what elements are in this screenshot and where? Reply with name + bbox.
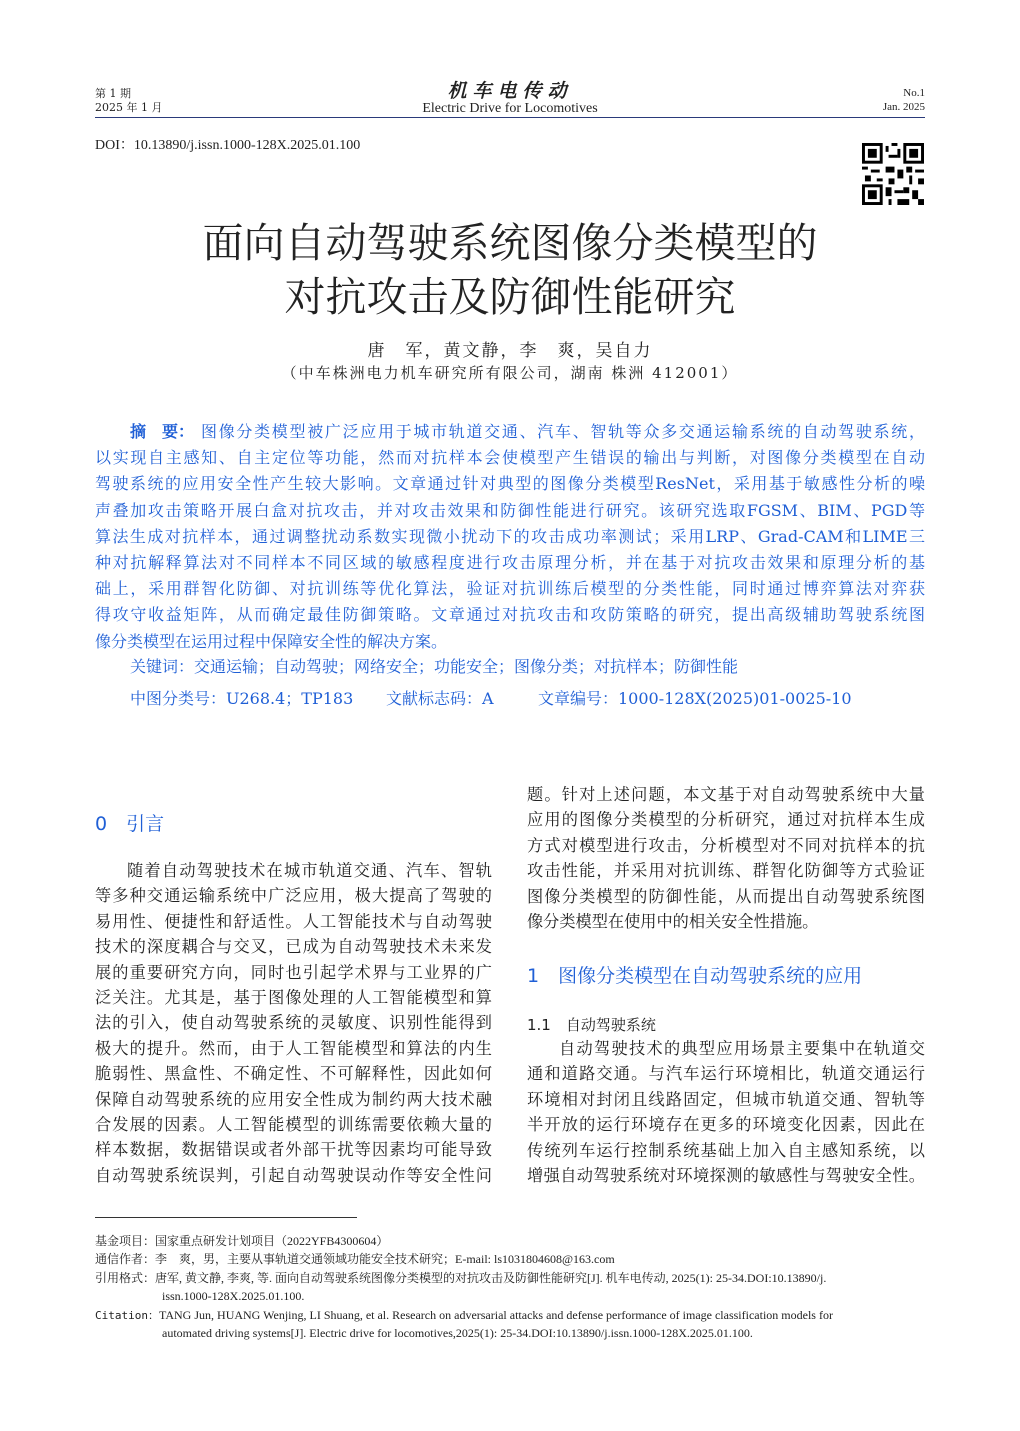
cite-en-label: Citation： [95, 1309, 159, 1322]
text-line: 增强自动驾驶系统对环境探测的敏感性与驾驶安全性。 [527, 1166, 925, 1185]
text-line: 得攻守收益矩阵，从而确定最佳防御策略。文章通过对抗攻击和攻防策略的研究，提出高级辅助驾驶系统图 [95, 605, 925, 625]
text-line: 易用性、便捷性和舒适性。人工智能技术与自动驾驶 [95, 911, 492, 931]
footnote-cite-cn [95, 1271, 826, 1286]
text-line: 自动驾驶系统误判，引起自动驾驶误动作等安全性问 [95, 1165, 492, 1185]
affiliation: （中车株洲电力机车研究所有限公司，湖南 株洲 412001） [281, 364, 739, 382]
text-line: 半开放的运行环境存在更多的环境变化因素，因此在 [527, 1115, 925, 1135]
qr-code-icon [862, 143, 924, 205]
text-line: 图像分类模型的防御性能，从而提出自动驾驶系统图 [527, 886, 925, 906]
text-line: 传统列车运行控制系统基础上加入自主感知系统，以 [527, 1140, 925, 1160]
cite-cn-label: 引用格式： [95, 1271, 156, 1285]
title-line-2: 对抗攻击及防御性能研究 [284, 273, 736, 321]
text-line: 题。针对上述问题，本文基于对自动驾驶系统中大量 [527, 785, 925, 804]
section-heading-1: 1 图像分类模型在自动驾驶系统的应用 [527, 965, 863, 987]
text-line: 种对抗解释算法对不同样本不同区域的敏感程度进行攻击原理分析，并在基于对抗攻击效果和原理分析的基 [95, 553, 925, 572]
fund-text: 国家重点研发计划项目（2022YFB4300604） [155, 1234, 389, 1248]
header-rule [95, 117, 925, 118]
text-line: 应用的图像分类模型的分析研究，通过对抗样本生成 [527, 810, 925, 830]
text-line: 算法生成对抗样本，通过调整扰动系数实现微小扰动下的攻击成功率测试；采用LRP、Grad-CAM和LIME三 [95, 526, 925, 546]
text-line: 像分类模型在使用中的相关安全性措施。 [527, 912, 819, 931]
cite-cn-text: 唐军, 黄文静, 李爽, 等. 面向自动驾驶系统图像分类模型的对抗攻击及防御性能研究[J]. 机车电传动, 2025(1): 25-34.DOI:10.13890/j. [155, 1271, 827, 1285]
text-line: 图像分类模型被广泛应用于城市轨道交通、汽车、智轨等众多交通运输系统的自动驾驶系统， [201, 422, 925, 441]
text-line: 合发展的因素。人工智能模型的训练需要依赖大量的 [95, 1115, 492, 1134]
journal-name-en: Electric Drive for Locomotives [422, 101, 598, 116]
footnote-rule [95, 1217, 357, 1218]
clc-number: 中图分类号：U268.4；TP183 [130, 689, 354, 708]
footnote-cite-cn-cont: issn.1000-128X.2025.01.100. [162, 1289, 305, 1303]
text-line: 像分类模型在运用过程中保障安全性的解决方案。 [95, 631, 448, 651]
abstract-label: 摘 要： [130, 422, 195, 441]
text-line: 等多种交通运输系统中广泛应用，极大提高了驾驶的 [95, 886, 492, 906]
text-line: 样本数据，数据错误或者外部干扰等因素均可能导致 [95, 1140, 492, 1160]
text-line: 脆弱性、黑盒性、不确定性、不可解释性，因此如何 [95, 1064, 492, 1084]
journal-logo: 机车电传动 [447, 80, 573, 102]
authors: 唐 军，黄文静，李 爽，吴自力 [367, 341, 653, 361]
footnote-fund [95, 1234, 388, 1249]
text-line: 极大的提升。然而，由于人工智能模型和算法的内生 [95, 1038, 492, 1058]
doi: DOI：10.13890/j.issn.1000-128X.2025.01.100 [95, 138, 361, 153]
article-number: 文章编号：1000-128X(2025)01-0025-10 [538, 689, 852, 708]
corr-label: 通信作者： [95, 1252, 156, 1266]
text-line: 础上，采用群智化防御、对抗训练等优化算法，验证对抗训练后模型的分类性能，同时通过博弈算法对弈获 [95, 579, 925, 599]
text-line: 声叠加攻击策略开展白盒对抗攻击，并对攻击效果和防御性能进行研究。该研究选取FGSM、BIM、PGD等 [95, 500, 925, 520]
text-line: 攻击性能，并采用对抗训练、群智化防御等方式验证 [527, 861, 925, 881]
text-line: 技术的深度耦合与交叉，已成为自动驾驶技术未来发 [95, 937, 492, 957]
text-line: 驾驶系统的应用安全性产生较大影响。文章通过针对典型的图像分类模型ResNet，采用基于敏感性分析的噪 [95, 474, 925, 494]
fund-label: 基金项目： [95, 1234, 156, 1248]
footnote-cite-en-cont: automated driving systems[J]. Electric drive for locomotives,2025(1): 25-34.DOI:10.13890/j.issn.1000-128X.2025.01.100. [162, 1326, 753, 1340]
issue-number-en: No.1 [903, 87, 925, 99]
footnote-cite-en [95, 1308, 833, 1323]
text-line: 以实现自主感知、自主定位等功能，然而对抗样本会使模型产生错误的输出与判断，对图像分类模型在自动 [95, 448, 925, 468]
text-line: 自动驾驶技术的典型应用场景主要集中在轨道交 [559, 1039, 925, 1058]
text-line: 法的引入，使自动驾驶系统的灵敏度、识别性能得到 [95, 1013, 492, 1033]
text-line: 保障自动驾驶系统的应用安全性成为制约两大技术融 [95, 1089, 492, 1109]
cite-en-text: TANG Jun, HUANG Wenjing, LI Shuang, et al. Research on adversarial attacks and defense performance of image classification models for [158, 1308, 833, 1322]
text-line: 环境相对封闭且线路固定，但城市轨道交通、智轨等 [527, 1089, 925, 1109]
issue-date-en: Jan. 2025 [882, 101, 925, 113]
text-line: 泛关注。尤其是，基于图像处理的人工智能模型和算 [95, 988, 492, 1007]
keywords: 关键词：交通运输；自动驾驶；网络安全；功能安全；图像分类；对抗样本；防御性能 [130, 657, 739, 676]
text-line: 通和道路交通。与汽车运行环境相比，轨道交通运行 [527, 1064, 925, 1084]
document-code: 文献标志码：A [386, 689, 494, 708]
issue-date-cn: 2025 年 1 月 [95, 101, 163, 114]
section-heading-intro: 0 引言 [95, 813, 165, 835]
section-heading-1-1: 1.1 自动驾驶系统 [527, 1016, 656, 1034]
issue-number-cn: 第 1 期 [95, 87, 131, 100]
footnote-corresponding [95, 1252, 615, 1267]
title-line-1: 面向自动驾驶系统图像分类模型的 [202, 219, 818, 267]
corr-text: 李 爽，男，主要从事轨道交通领域功能安全技术研究；E-mail: ls1031804608@163.com [155, 1252, 615, 1266]
text-line: 随着自动驾驶技术在城市轨道交通、汽车、智轨 [127, 861, 492, 880]
text-line: 方式对模型进行攻击，分析模型对不同对抗样本的抗 [527, 835, 925, 855]
text-line: 展的重要研究方向，同时也引起学术界与工业界的广 [95, 962, 492, 982]
